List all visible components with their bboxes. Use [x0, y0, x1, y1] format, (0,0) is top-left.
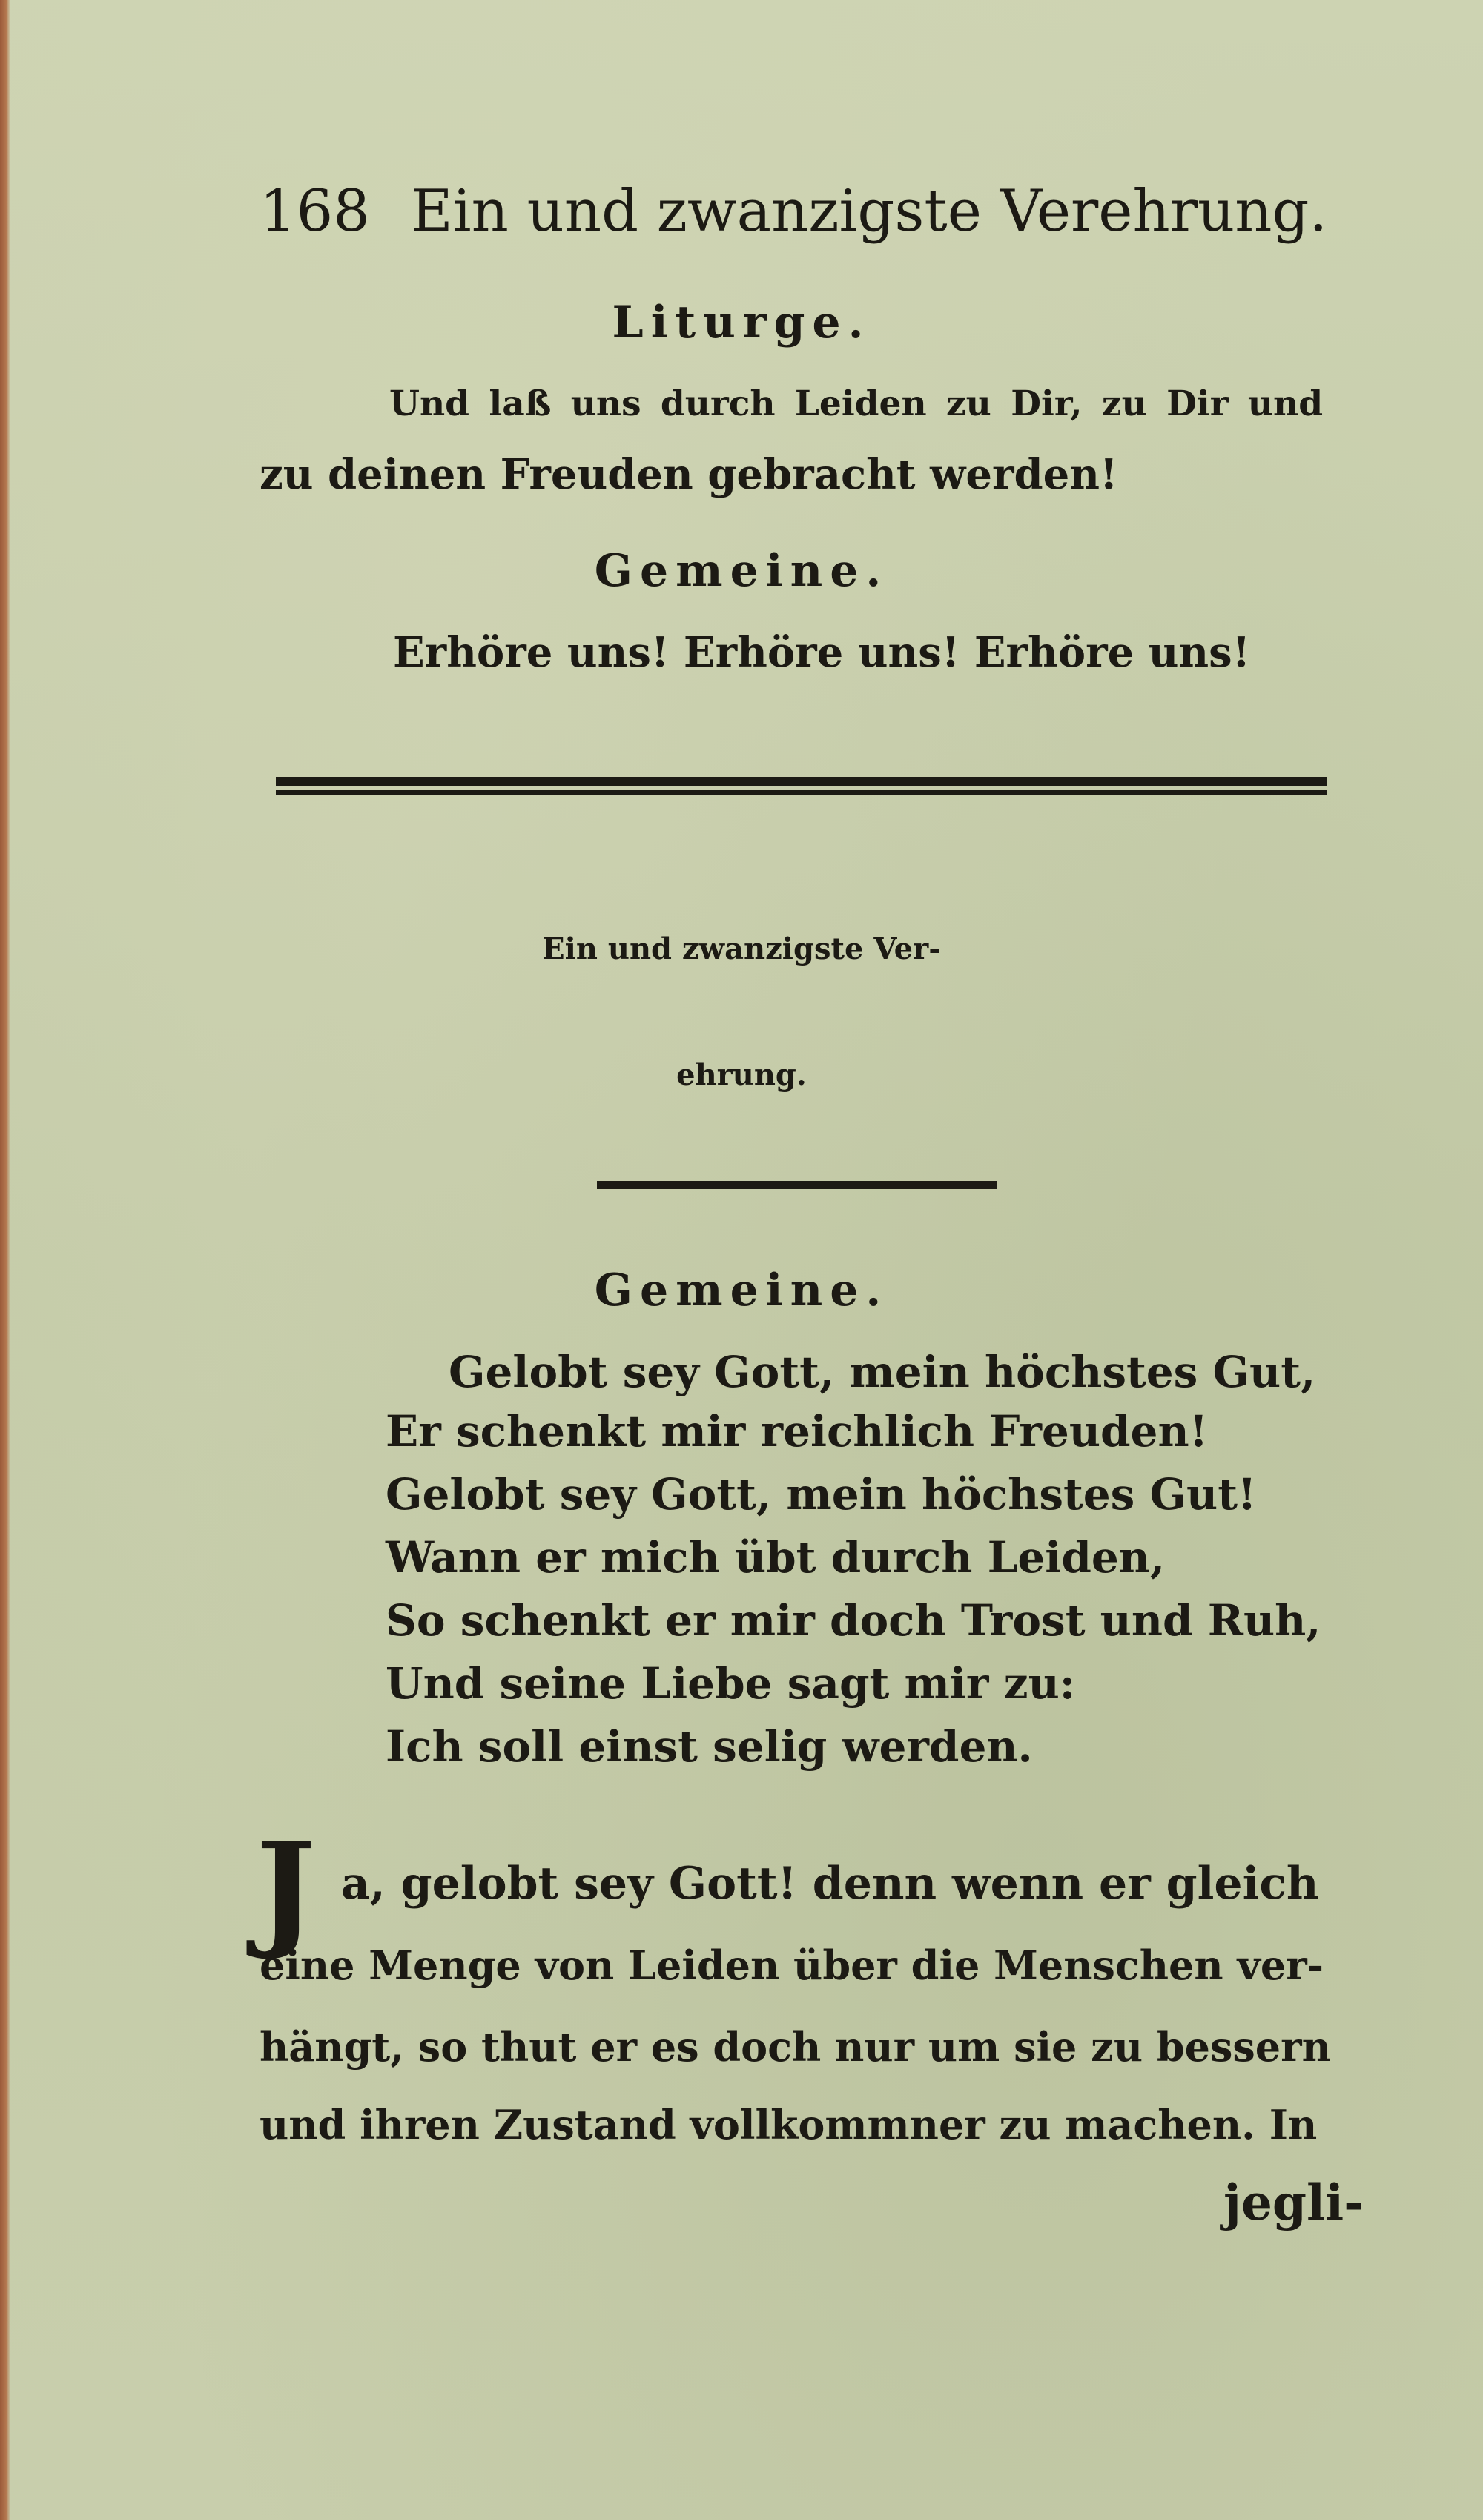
hymn-line: Gelobt sey Gott, mein höchstes Gut,	[449, 1347, 1316, 1397]
liturgy-line: Und laß uns durch Leiden zu Dir, zu Dir und	[389, 383, 1324, 424]
hymn-speaker: Gemeine.	[594, 1264, 889, 1316]
prose-line: eine Menge von Leiden über die Menschen ver-	[260, 1942, 1324, 1989]
hymn-line: Und seine Liebe sagt mir zu:	[386, 1658, 1076, 1709]
speaker-liturge: Liturge.	[612, 297, 871, 349]
page-edge	[0, 0, 10, 2520]
running-head	[260, 174, 1335, 248]
hymn-line: Gelobt sey Gott, mein höchstes Gut!	[386, 1469, 1257, 1520]
running-title: Ein und zwanzigste Verehrung.	[410, 178, 1328, 245]
hymn-line: Ich soll einst selig werden.	[386, 1721, 1033, 1772]
hymn-line: Er schenkt mir reichlich Freuden!	[386, 1406, 1209, 1457]
prose-line: und ihren Zustand vollkommner zu machen. In	[260, 2101, 1318, 2148]
drop-cap: J	[256, 1815, 316, 1963]
title-rule	[597, 1181, 997, 1189]
page-number: 168	[260, 178, 370, 245]
chapter-title-line1: Ein und zwanzigste Ver-	[542, 931, 941, 966]
double-rule	[276, 777, 1327, 796]
prose-line: a, gelobt sey Gott! denn wenn er gleich	[341, 1858, 1319, 1910]
hymn-line: So schenkt er mir doch Trost und Ruh,	[386, 1595, 1321, 1646]
liturgy-line: zu deinen Freuden gebracht werden!	[260, 450, 1118, 499]
chapter-title-line2: ehrung.	[676, 1058, 807, 1092]
catchword: jegli-	[1223, 2174, 1364, 2232]
hymn-line: Wann er mich übt durch Leiden,	[386, 1532, 1166, 1583]
response-line: Erhöre uns! Erhöre uns! Erhöre uns!	[393, 628, 1251, 677]
prose-line: hängt, so thut er es doch nur um sie zu bessern	[260, 2023, 1331, 2071]
speaker-gemeine: Gemeine.	[594, 545, 889, 597]
